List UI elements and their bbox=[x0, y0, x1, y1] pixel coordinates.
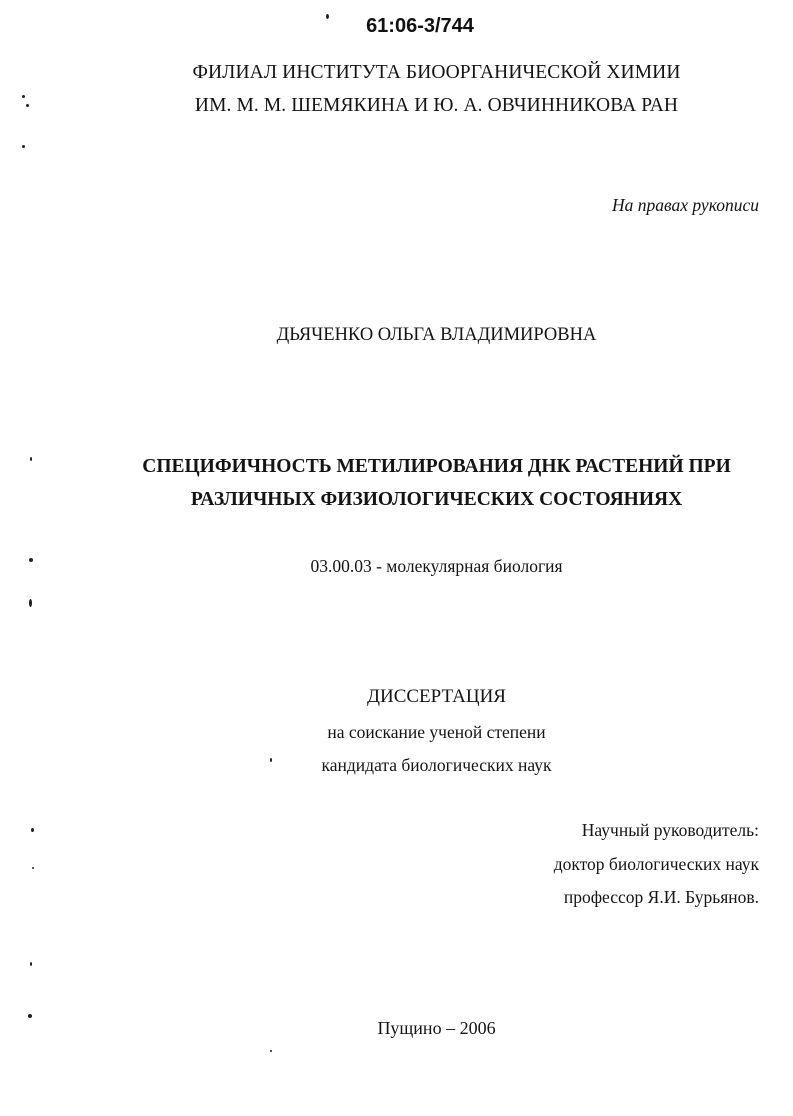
scan-speck bbox=[22, 145, 25, 148]
place-and-year: Пущино – 2006 bbox=[377, 1018, 496, 1038]
specialty-code: 03.00.03 - молекулярная биология bbox=[310, 556, 563, 576]
degree-line2: кандидата биологических наук bbox=[321, 755, 552, 775]
institute-name-line2: ИМ. М. М. ШЕМЯКИНА И Ю. А. ОВЧИННИКОВА РАН bbox=[194, 95, 679, 116]
scan-speck bbox=[30, 962, 32, 966]
archive-stamp: 61:06-3/744 bbox=[366, 15, 474, 37]
manuscript-rights-note: На правах рукописи bbox=[612, 195, 759, 215]
document-type: ДИССЕРТАЦИЯ bbox=[367, 686, 506, 707]
thesis-title-line1: СПЕЦИФИЧНОСТЬ МЕТИЛИРОВАНИЯ ДНК РАСТЕНИЙ ПРИ bbox=[142, 456, 731, 477]
scan-speck bbox=[32, 867, 34, 869]
degree-line1: на соискание ученой степени bbox=[327, 722, 546, 742]
supervisor-name: профессор Я.И. Бурьянов. bbox=[563, 887, 759, 907]
scan-speck bbox=[270, 1050, 272, 1052]
scan-speck bbox=[31, 828, 34, 832]
scan-speck bbox=[29, 599, 32, 607]
author-name: ДЬЯЧЕНКО ОЛЬГА ВЛАДИМИРОВНА bbox=[276, 325, 597, 345]
supervisor-label: Научный руководитель: bbox=[581, 820, 759, 840]
institute-name-line1: ФИЛИАЛ ИНСТИТУТА БИООРГАНИЧЕСКОЙ ХИМИИ bbox=[192, 62, 681, 83]
thesis-title-line2: РАЗЛИЧНЫХ ФИЗИОЛОГИЧЕСКИХ СОСТОЯНИЯХ bbox=[190, 489, 683, 510]
supervisor-title: доктор биологических наук bbox=[553, 854, 759, 874]
